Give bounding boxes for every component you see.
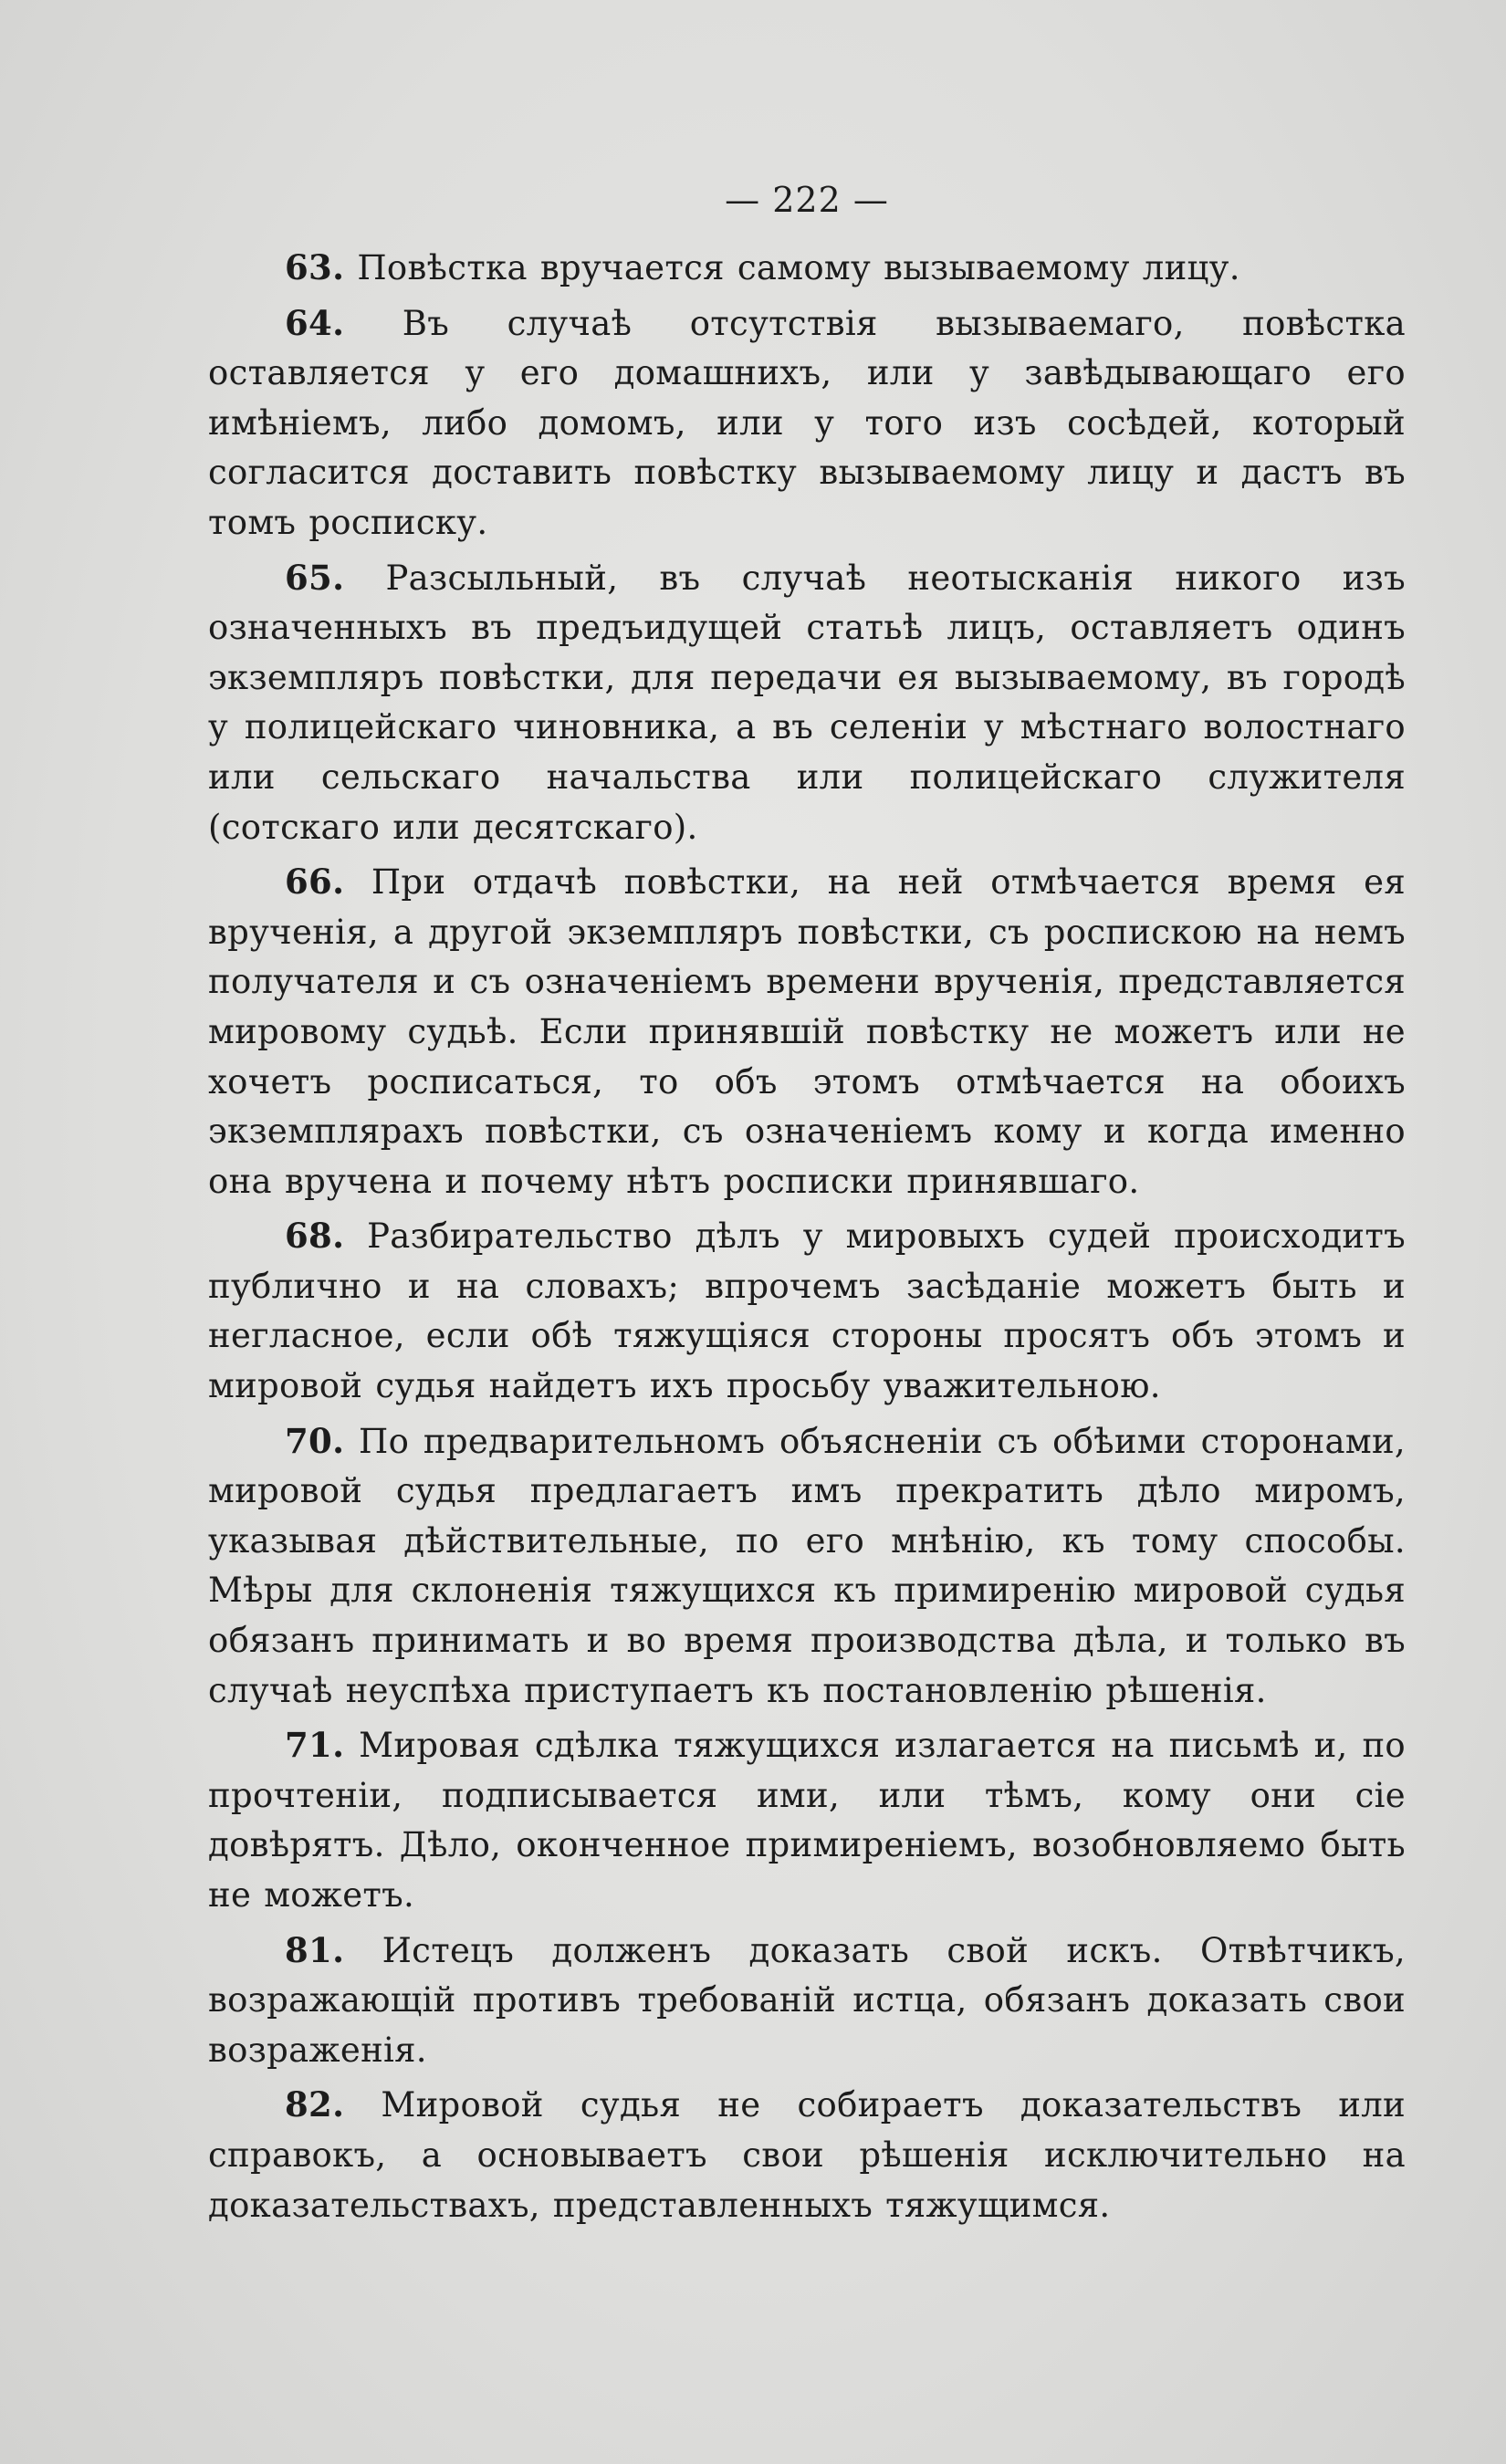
page-text <box>208 175 1406 2235</box>
article-number: 68. <box>285 1216 345 1257</box>
article-number: 64. <box>285 302 345 343</box>
article-71 <box>208 1720 1406 1920</box>
article-number: 82. <box>285 2084 345 2125</box>
article-81 <box>208 1926 1406 2076</box>
article-82 <box>208 2080 1406 2230</box>
article-text: Истецъ долженъ доказать свой искъ. Отвѣтчикъ, возражающій противъ требованій истца, обязанъ доказать свои возраженія. <box>208 1930 1406 2070</box>
article-text: По предварительномъ объясненіи съ обѣими сторонами, мировой судья предлагаетъ имъ прекратить дѣло миромъ, указывая дѣйствительные, по его мнѣнію, къ тому способы. Мѣры для склоненія тяжущихся къ примиренію мировой судья обязанъ принимать и во время производства дѣла, и только въ случаѣ неуспѣха приступаетъ къ постановленію рѣшенія. <box>208 1421 1406 1710</box>
article-text: При отдачѣ повѣстки, на ней отмѣчается время ея врученія, а другой экземпляръ повѣстки, съ роспискою на немъ получателя и съ означеніемъ времени врученія, представляется мировому судьѣ. Если принявшій повѣстку не можетъ или не хочетъ росписаться, то объ этомъ отмѣчается на обоихъ экземплярахъ повѣстки, съ означеніемъ кому и когда именно она вручена и почему нѣтъ росписки принявшаго. <box>208 862 1407 1201</box>
article-64 <box>208 298 1406 548</box>
article-number: 65. <box>285 557 345 598</box>
article-text: Разбирательство дѣлъ у мировыхъ судей происходитъ публично и на словахъ; впрочемъ засѣданіе можетъ быть и негласное, если обѣ тяжущіяся стороны просятъ объ этомъ и мировой судья найдетъ ихъ просьбу уважительною. <box>208 1216 1406 1406</box>
article-68 <box>208 1211 1406 1411</box>
article-number: 71. <box>285 1725 345 1766</box>
article-number: 66. <box>285 861 345 903</box>
article-63 <box>208 243 1406 294</box>
article-70 <box>208 1416 1406 1717</box>
article-text: Разсыльный, въ случаѣ неотысканія никого изъ означенныхъ въ предъидущей статьѣ лицъ, оставляетъ одинъ экземпляръ повѣстки, для передачи ея вызываемому, въ городѣ у полицейскаго чиновника, а въ селеніи у мѣстнаго волостнаго или сельскаго начальства или полицейскаго служителя (сотскаго или десятскаго). <box>208 558 1407 847</box>
article-number: 70. <box>285 1420 345 1461</box>
page-number: — 222 — <box>725 180 889 220</box>
article-number: 63. <box>285 247 345 287</box>
article-text: Мировая сдѣлка тяжущихся излагается на письмѣ и, по прочтеніи, подписывается ими, или тѣмъ, кому они сіе довѣрятъ. Дѣло, оконченное примиреніемъ, возобновляемо быть не можетъ. <box>208 1726 1407 1915</box>
article-text: Мировой судья не собираетъ доказательствъ или справокъ, а основываетъ свои рѣшенія исключительно на доказательствахъ, представленныхъ тяжущимся. <box>208 2085 1406 2225</box>
article-text: Повѣстка вручается самому вызываемому лицу. <box>357 248 1240 287</box>
article-66 <box>208 857 1406 1206</box>
article-text: Въ случаѣ отсутствія вызываемаго, повѣстка оставляется у его домашнихъ, или у завѣдывающаго его имѣніемъ, либо домомъ, или у того изъ сосѣдей, который согласится доставить повѣстку вызываемому лицу и дастъ въ томъ росписку. <box>208 303 1406 542</box>
article-65 <box>208 553 1406 853</box>
article-number: 81. <box>285 1929 345 1970</box>
